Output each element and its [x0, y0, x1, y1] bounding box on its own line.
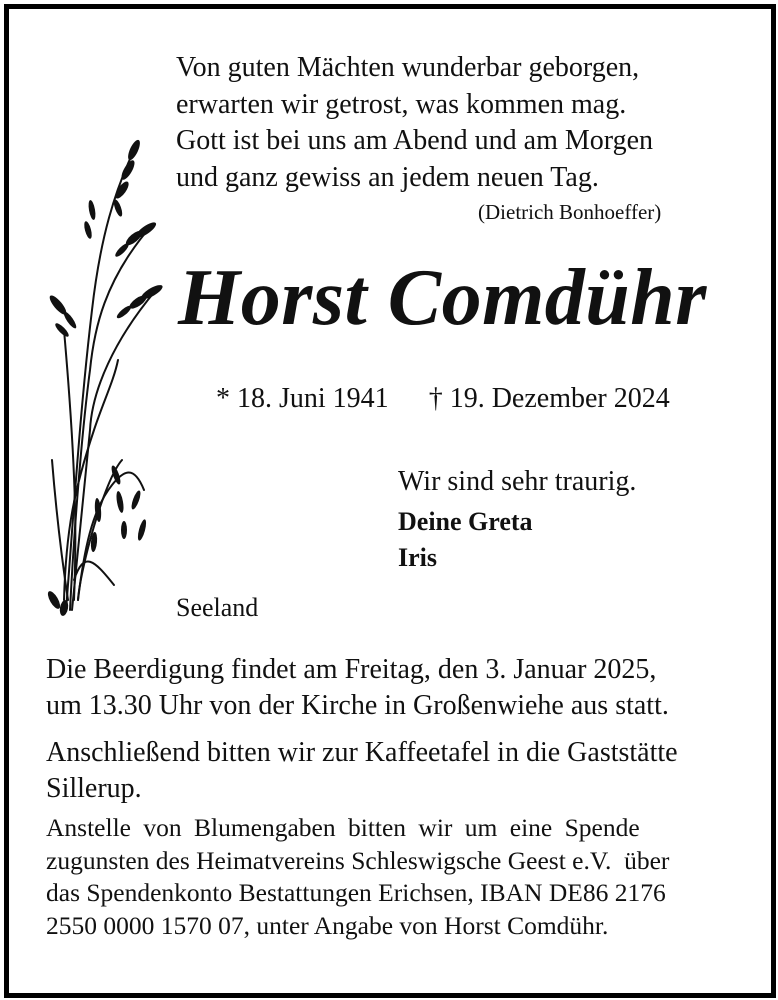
funeral-line: Die Beerdigung findet am Freitag, den 3. Januar 2025,	[46, 654, 657, 685]
deceased-name: Horst Comdühr	[178, 254, 707, 342]
poem-line: Gott ist bei uns am Abend und am Morgen	[176, 125, 653, 156]
donation-line: 2550 0000 1570 07, unter Angabe von Horst Comdühr.	[46, 910, 609, 940]
death-date: † 19. Dezember 2024	[428, 383, 670, 414]
mourner-name: Iris	[398, 543, 437, 572]
grass-ears-icon	[34, 130, 174, 620]
life-dates	[216, 383, 670, 415]
coffee-info	[46, 735, 746, 807]
sorrow-line: Wir sind sehr traurig.	[398, 466, 637, 497]
mourner-place: Seeland	[176, 593, 259, 622]
birth-date: * 18. Juni 1941	[216, 383, 389, 414]
poem	[176, 50, 653, 196]
mourner-name: Deine Greta	[398, 507, 533, 536]
poem-line: und ganz gewiss an jedem neuen Tag.	[176, 161, 599, 193]
poem-line: Von guten Mächten wunderbar geborgen,	[176, 52, 640, 83]
donation-line: Anstelle von Blumengaben bitten wir um eine Spende	[46, 813, 640, 842]
coffee-line: Anschließend bitten wir zur Kaffeetafel in die Gaststätte	[46, 737, 678, 768]
donation-info	[46, 812, 762, 942]
poem-line: erwarten wir getrost, was kommen mag.	[176, 88, 627, 120]
donation-line: zugunsten des Heimatvereins Schleswigsche Geest e.V. über	[46, 845, 670, 875]
coffee-line: Sillerup.	[46, 773, 142, 804]
poem-author: (Dietrich Bonhoeffer)	[478, 200, 662, 224]
donation-line: das Spendenkonto Bestattungen Erichsen, IBAN DE86 2176	[46, 878, 666, 907]
funeral-info	[46, 652, 746, 724]
funeral-line: um 13.30 Uhr von der Kirche in Großenwiehe aus statt.	[46, 690, 669, 721]
